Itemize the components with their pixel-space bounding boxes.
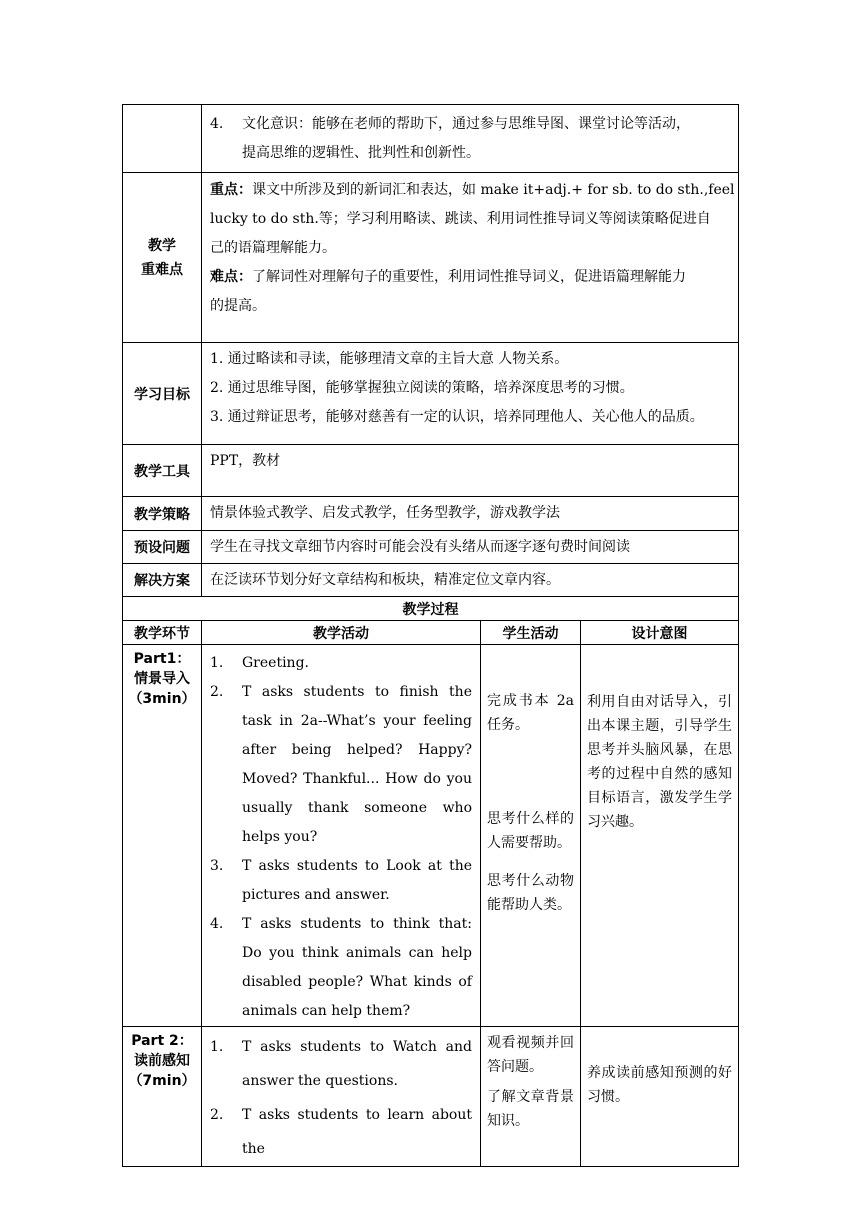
process-title: 教学过程 — [123, 597, 739, 621]
goal-item-1: 1. 通过略读和寻读，能够理清文章的主旨大意 人物关系。 — [210, 351, 569, 367]
part2-activities — [202, 1027, 481, 1167]
strategy-row — [123, 497, 739, 531]
part2-activity-2 — [210, 1098, 472, 1166]
keypoints-label-line1: 教学 — [148, 237, 176, 254]
part2-activity-1-num: 1. — [210, 1039, 224, 1055]
zhongdian-line3: 己的语篇理解能力。 — [210, 240, 336, 256]
part1-activity-1 — [210, 649, 472, 678]
solution-row — [123, 564, 739, 597]
part1-activity-4-text: T asks students to think that: Do you think animals can help disabled people? What kinds of animals can help them? — [242, 916, 472, 1019]
goals-label: 学习目标 — [123, 343, 202, 445]
tools-text: PPT，教材 — [210, 453, 281, 469]
strategy-label: 教学策略 — [123, 497, 202, 531]
part1-activity-1-num: 1. — [210, 655, 224, 671]
nandian-label: 难点： — [210, 269, 252, 285]
part1-activity-4 — [210, 910, 472, 1026]
part2-design — [581, 1027, 739, 1167]
goals-content — [202, 343, 739, 445]
process-header-row — [123, 621, 739, 645]
culture-num: 4. — [210, 116, 224, 132]
culture-line2: 提高思维的逻辑性、批判性和创新性。 — [242, 145, 480, 161]
part1-activity-3-text: T asks students to Look at the pictures and answer. — [242, 858, 472, 903]
zhongdian-label: 重点： — [210, 182, 252, 198]
part1-stage-cell — [123, 645, 202, 1027]
part2-time: （7min） — [128, 1073, 196, 1089]
culture-content — [202, 105, 739, 173]
header-student: 学生活动 — [481, 621, 581, 645]
part2-student-1: 观看视频并回答问题。 — [487, 1035, 574, 1075]
part1-student — [481, 645, 581, 1027]
header-activities: 教学活动 — [202, 621, 481, 645]
tools-label: 教学工具 — [123, 445, 202, 497]
keypoints-label — [123, 173, 202, 343]
process-title-row — [123, 597, 739, 621]
nandian-line2: 的提高。 — [210, 298, 266, 314]
culture-label-cell — [123, 105, 202, 173]
lesson-plan-table — [122, 104, 739, 1167]
part2-stage-cell — [123, 1027, 202, 1167]
tools-row — [123, 445, 739, 497]
problem-text: 学生在寻找文章细节内容时可能会没有头绪从而逐字逐句费时间阅读 — [210, 538, 630, 555]
part2-activity-1-text: T asks students to Watch and answer the questions. — [242, 1039, 472, 1089]
goal-item-2: 2. 通过思维导图，能够掌握独立阅读的策略，培养深度思考的习惯。 — [210, 380, 634, 396]
solution-value — [202, 564, 739, 597]
part1-activity-2-num: 2. — [210, 684, 224, 700]
part1-activity-1-text: Greeting. — [242, 655, 309, 671]
part1-activity-4-num: 4. — [210, 916, 224, 932]
part2-student-2: 了解文章背景知识。 — [487, 1089, 574, 1129]
part1-activity-3-num: 3. — [210, 858, 224, 874]
keypoints-label-line2: 重难点 — [141, 261, 183, 278]
part1-activity-3 — [210, 852, 472, 910]
part2-activity-2-num: 2. — [210, 1107, 224, 1123]
part1-name: Part1： — [133, 651, 191, 667]
part1-design-text: 利用自由对话导入，引出本课主题，引导学生思考并头脑风暴，在思考的过程中自然的感知目标语言，激发学生学习兴趣。 — [587, 694, 733, 830]
keypoints-content — [202, 173, 739, 343]
part1-design — [581, 645, 739, 1027]
part1-activity-2 — [210, 678, 472, 852]
culture-row — [123, 105, 739, 173]
solution-label: 解决方案 — [123, 564, 202, 597]
part2-activity-2-text: T asks students to learn about the — [242, 1107, 472, 1157]
tools-value — [202, 445, 739, 497]
part2-activity-1 — [210, 1030, 472, 1098]
part2-student — [481, 1027, 581, 1167]
problem-value — [202, 531, 739, 564]
part2-name: Part 2： — [131, 1033, 193, 1049]
part1-activities — [202, 645, 481, 1027]
part1-activity-2-text: T asks students to finish the task in 2a--What’s your feeling after being helped? Happy? Moved? Thankful... How do you usually thank someone who helps you? — [242, 684, 472, 845]
part2-design-text: 养成读前感知预测的好习惯。 — [587, 1065, 733, 1105]
part1-student-2: 思考什么样的人需要帮助。 — [487, 811, 574, 851]
culture-line1: 文化意识：能够在老师的帮助下，通过参与思维导图、课堂讨论等活动， — [242, 116, 690, 132]
part1-row — [123, 645, 739, 1027]
part1-time: （3min） — [128, 691, 196, 707]
part2-stage: 读前感知 — [134, 1053, 190, 1069]
nandian-line1: 了解词性对理解句子的重要性，利用词性推导词义，促进语篇理解能力 — [252, 269, 686, 285]
goals-row — [123, 343, 739, 445]
problem-row — [123, 531, 739, 564]
goal-item-3: 3. 通过辩证思考，能够对慈善有一定的认识，培养同理他人、关心他人的品质。 — [210, 409, 704, 425]
strategy-text: 情景体验式教学、启发式教学，任务型教学，游戏教学法 — [210, 505, 560, 521]
problem-label: 预设问题 — [123, 531, 202, 564]
part1-stage: 情景导入 — [134, 671, 190, 687]
solution-text: 在泛读环节划分好文章结构和板块，精准定位文章内容。 — [210, 571, 560, 588]
keypoints-row — [123, 173, 739, 343]
header-design: 设计意图 — [581, 621, 739, 645]
zhongdian-line1: 课文中所涉及到的新词汇和表达，如 make it+adj.+ for sb. to do sth.,feel — [252, 182, 735, 198]
part1-student-1: 完成书本 2a 任务。 — [487, 693, 574, 733]
part1-student-3: 思考什么动物能帮助人类。 — [487, 873, 574, 913]
strategy-value — [202, 497, 739, 531]
part2-row — [123, 1027, 739, 1167]
header-stage: 教学环节 — [123, 621, 202, 645]
zhongdian-line2: lucky to do sth.等；学习利用略读、跳读、利用词性推导词义等阅读策略促进自 — [210, 211, 711, 227]
